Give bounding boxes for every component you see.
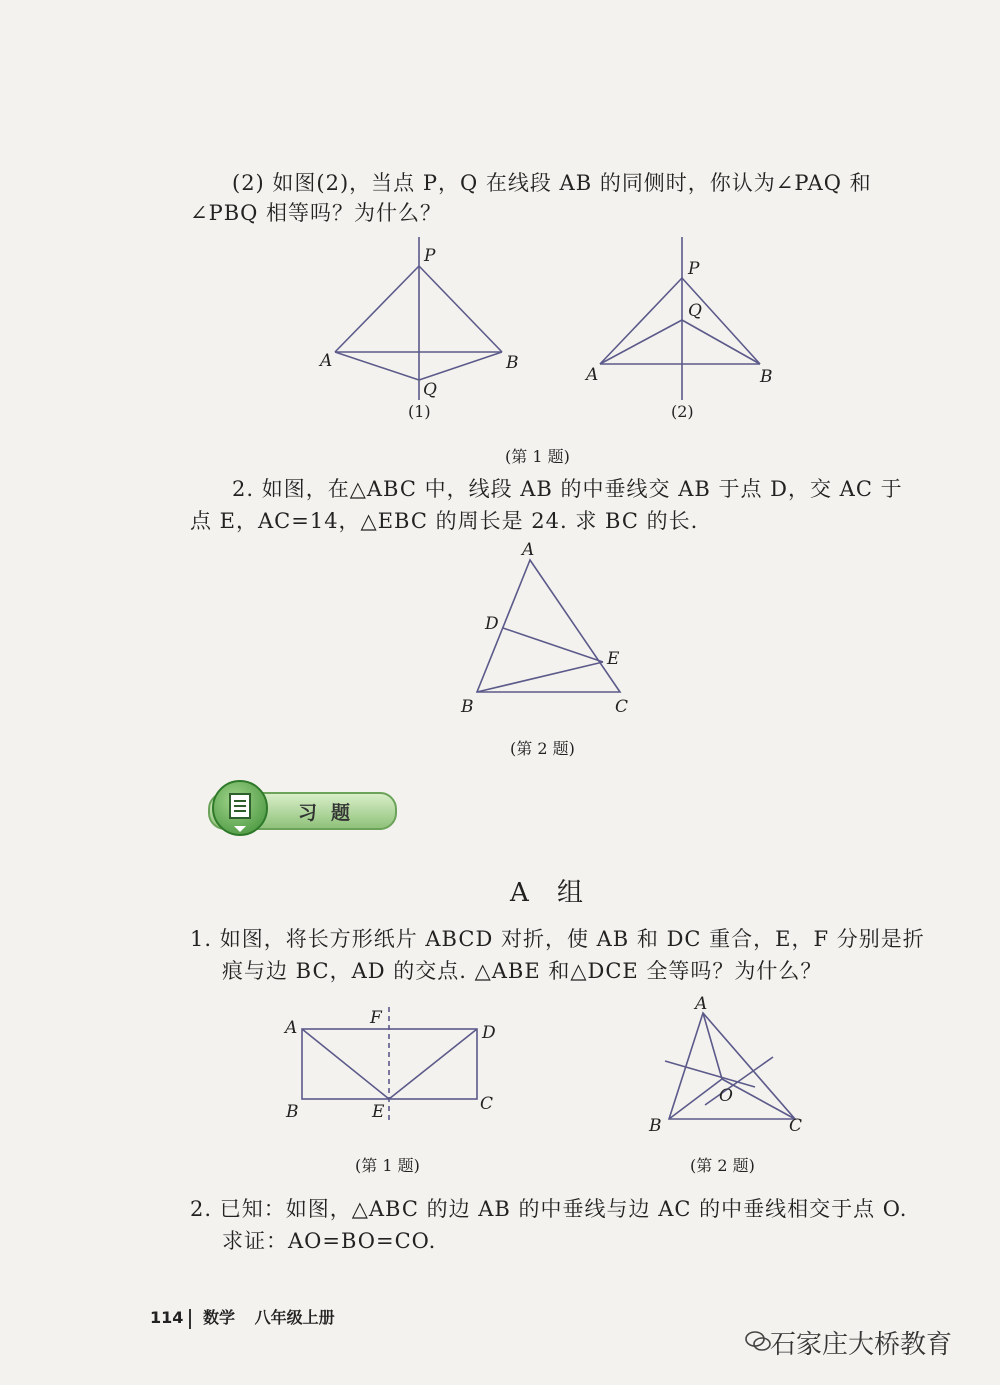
fig1-1-bq xyxy=(419,352,502,380)
exercise-banner-label: 习题 xyxy=(298,802,365,824)
fig1-2-bp xyxy=(682,278,760,364)
exercise-banner xyxy=(188,786,398,834)
fig1-1-label-p: P xyxy=(424,246,436,266)
fig1-2-aq xyxy=(600,320,682,364)
fig-a2-label-a: A xyxy=(695,995,708,1014)
fig-a2-bisector-ab xyxy=(665,1061,755,1087)
a2-line1: 2. 已知：如图，△ABC 的边 AB 的中垂线与边 AC 的中垂线相交于点 O. xyxy=(190,1197,908,1221)
page-number: 114 xyxy=(150,1308,184,1327)
fig1-2-ap xyxy=(600,278,682,364)
fig-a1-line-ae xyxy=(302,1029,389,1099)
watermark-text: 石家庄大桥教育 xyxy=(770,1330,953,1360)
q2-line1: 2. 如图，在△ABC 中，线段 AB 的中垂线交 AB 于点 D，交 AC 于 xyxy=(232,477,903,501)
fig2-caption: (第 2 题) xyxy=(510,739,575,758)
fig2-line-be xyxy=(477,662,603,692)
fig2-label-e: E xyxy=(607,649,620,669)
fig-a1-label-f: F xyxy=(370,1008,382,1028)
page-footer xyxy=(150,1305,335,1329)
figure-a1 xyxy=(280,1005,510,1135)
fig1-2-label-q: Q xyxy=(688,301,702,321)
fig2-label-b: B xyxy=(461,697,474,717)
figure-1 xyxy=(300,232,800,427)
fig1-2-label-b: B xyxy=(760,367,773,387)
fig1-1-aq xyxy=(335,352,419,380)
figure-2 xyxy=(455,540,645,720)
q1-part2-line2: ∠PBQ 相等吗？为什么？ xyxy=(190,201,443,225)
fig1-sub1: (1) xyxy=(408,402,431,421)
a1-line2: 痕与边 BC，AD 的交点. △ABE 和△DCE 全等吗？为什么？ xyxy=(222,959,823,983)
footer-divider xyxy=(189,1309,191,1329)
fig-a1-label-b: B xyxy=(286,1102,299,1122)
fig1-2-label-a: A xyxy=(586,365,599,385)
fig1-caption: (第 1 题) xyxy=(505,447,570,466)
notepad-icon xyxy=(212,780,268,836)
fig1-2-label-p: P xyxy=(688,259,700,279)
fig1-1-label-b: B xyxy=(506,353,519,373)
fig-a1-line-de xyxy=(389,1029,477,1099)
fig-a2-caption: (第 2 题) xyxy=(690,1156,755,1175)
q2-line2: 点 E，AC=14，△EBC 的周长是 24. 求 BC 的长. xyxy=(190,509,699,533)
fig2-label-a: A xyxy=(522,540,535,560)
fig1-1-ap xyxy=(335,266,419,352)
fig1-1-bp xyxy=(419,266,502,352)
fig-a2-label-b: B xyxy=(649,1116,662,1136)
figure-a2 xyxy=(645,995,815,1140)
footer-subject: 数学 xyxy=(202,1308,235,1327)
fig-a1-caption: (第 1 题) xyxy=(355,1156,420,1175)
fig1-2-bq xyxy=(682,320,760,364)
fig1-sub2: (2) xyxy=(671,402,694,421)
fig-a1-label-a: A xyxy=(285,1018,298,1038)
a1-line1: 1. 如图，将长方形纸片 ABCD 对折，使 AB 和 DC 重合，E，F 分别是折 xyxy=(190,927,925,951)
fig-a1-label-d: D xyxy=(482,1023,496,1043)
fig-a1-label-e: E xyxy=(372,1102,385,1122)
fig2-label-c: C xyxy=(615,697,629,717)
fig-a2-label-o: O xyxy=(719,1086,733,1106)
notepad-icon-graphic xyxy=(214,782,266,834)
fig1-1-label-q: Q xyxy=(423,380,437,400)
fig-a2-label-c: C xyxy=(789,1116,803,1136)
wechat-icon xyxy=(745,1330,771,1352)
a2-line2: 求证：AO=BO=CO. xyxy=(222,1229,437,1253)
fig-a2-line-co xyxy=(722,1079,795,1119)
group-title: A 组 xyxy=(510,878,594,908)
footer-grade: 八年级上册 xyxy=(254,1308,335,1327)
q1-part2-line1: (2) 如图(2)，当点 P，Q 在线段 AB 的同侧时，你认为∠PAQ 和 xyxy=(232,171,872,195)
fig2-label-d: D xyxy=(485,614,499,634)
fig-a1-label-c: C xyxy=(480,1094,494,1114)
fig1-1-label-a: A xyxy=(320,351,333,371)
